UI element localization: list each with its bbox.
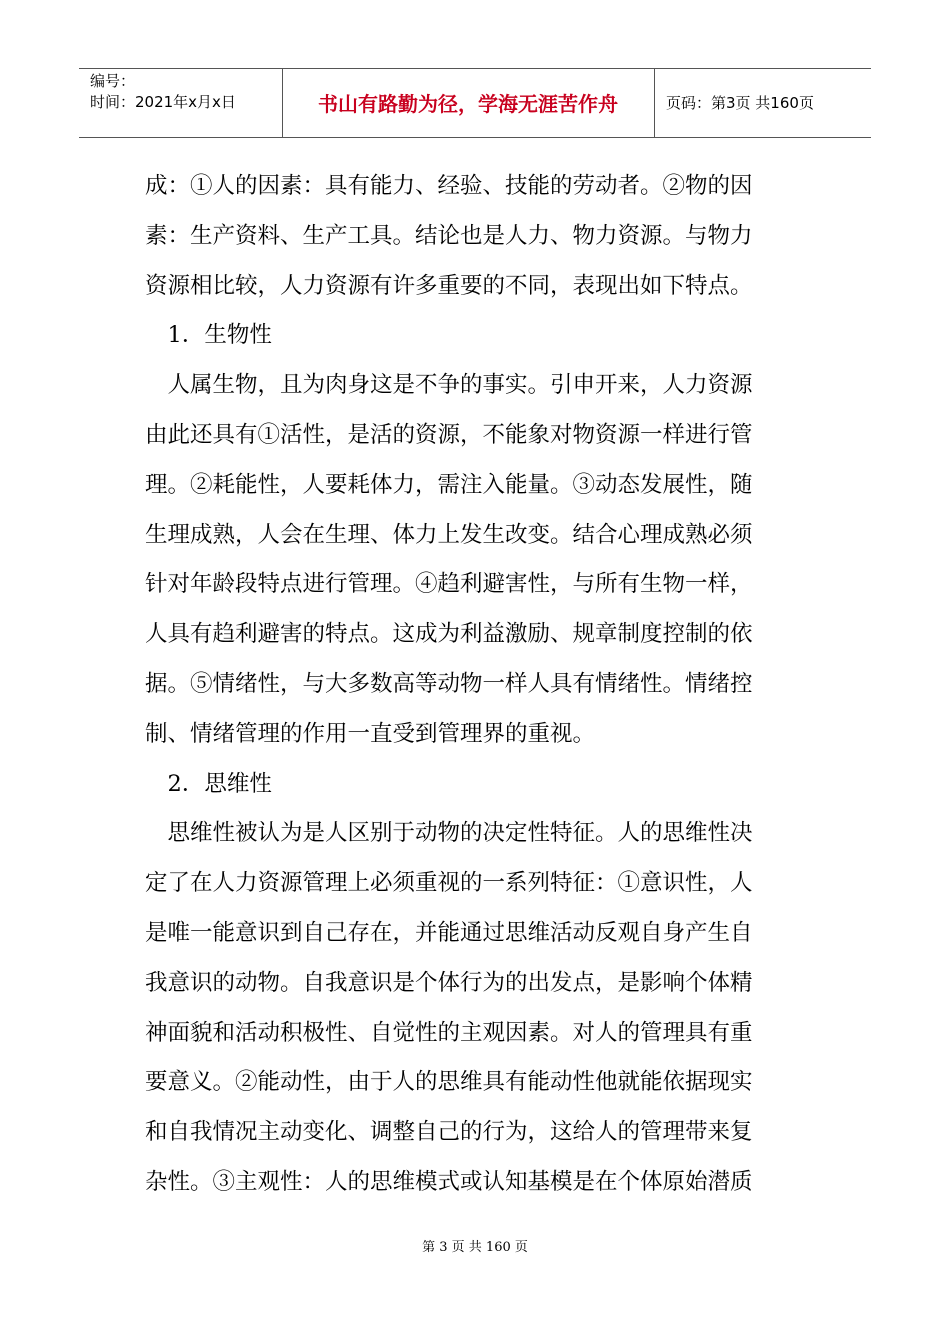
header-page-info: 页码：第3页 共160页: [666, 94, 814, 112]
body-line: 制、情绪管理的作用一直受到管理界的重视。: [145, 720, 596, 747]
body-line: 神面貌和活动积极性、自觉性的主观因素。对人的管理具有重: [145, 1019, 753, 1046]
body-line: 据。⑤情绪性，与大多数高等动物一样人具有情绪性。情绪控: [145, 670, 753, 697]
body-line: 人属生物，且为肉身这是不争的事实。引申开来，人力资源: [145, 372, 753, 399]
body-line: 和自我情况主动变化、调整自己的行为，这给人的管理带来复: [145, 1119, 753, 1146]
header-page-cell: [654, 69, 871, 137]
body-line: 人具有趋利避害的特点。这成为利益激励、规章制度控制的依: [145, 621, 753, 648]
body-line: 生理成熟，人会在生理、体力上发生改变。结合心理成熟必须: [145, 521, 753, 548]
body-line: 我意识的动物。自我意识是个体行为的出发点，是影响个体精: [145, 969, 753, 996]
body-line: 杂性。③主观性：人的思维模式或认知基模是在个体原始潜质: [145, 1168, 753, 1195]
header-meta-cell: [79, 69, 283, 137]
document-body: [145, 162, 810, 1208]
page-header: [79, 68, 871, 138]
body-line: 由此还具有①活性，是活的资源，不能象对物资源一样进行管: [145, 421, 753, 448]
body-line: 成：①人的因素：具有能力、经验、技能的劳动者。②物的因: [145, 173, 753, 199]
section-heading-biological: 1．生物性: [145, 322, 272, 349]
header-motto-cell: [282, 69, 655, 137]
body-line: 思维性被认为是人区别于动物的决定性特征。人的思维性决: [145, 820, 753, 847]
body-line: 要意义。②能动性，由于人的思维具有能动性他就能依据现实: [145, 1069, 753, 1096]
body-line: 是唯一能意识到自己存在，并能通过思维活动反观自身产生自: [145, 919, 753, 946]
body-line: 理。②耗能性，人要耗体力，需注入能量。③动态发展性，随: [145, 471, 753, 498]
body-line: 资源相比较，人力资源有许多重要的不同，表现出如下特点。: [145, 272, 753, 299]
body-line: 针对年龄段特点进行管理。④趋利避害性，与所有生物一样，: [145, 571, 753, 598]
body-line: 素：生产资料、生产工具。结论也是人力、物力资源。与物力: [145, 222, 753, 249]
document-date-label: 时间：2021年x月x日: [90, 93, 236, 111]
section-heading-thinking: 2．思维性: [145, 770, 272, 797]
body-line: 定了在人力资源管理上必须重视的一系列特征：①意识性，人: [145, 870, 753, 897]
page-footer: 第 3 页 共 160 页: [422, 1240, 528, 1255]
header-motto: 书山有路勤为径，学海无涯苦作舟: [318, 92, 618, 116]
document-number-label: 编号：: [90, 72, 136, 90]
